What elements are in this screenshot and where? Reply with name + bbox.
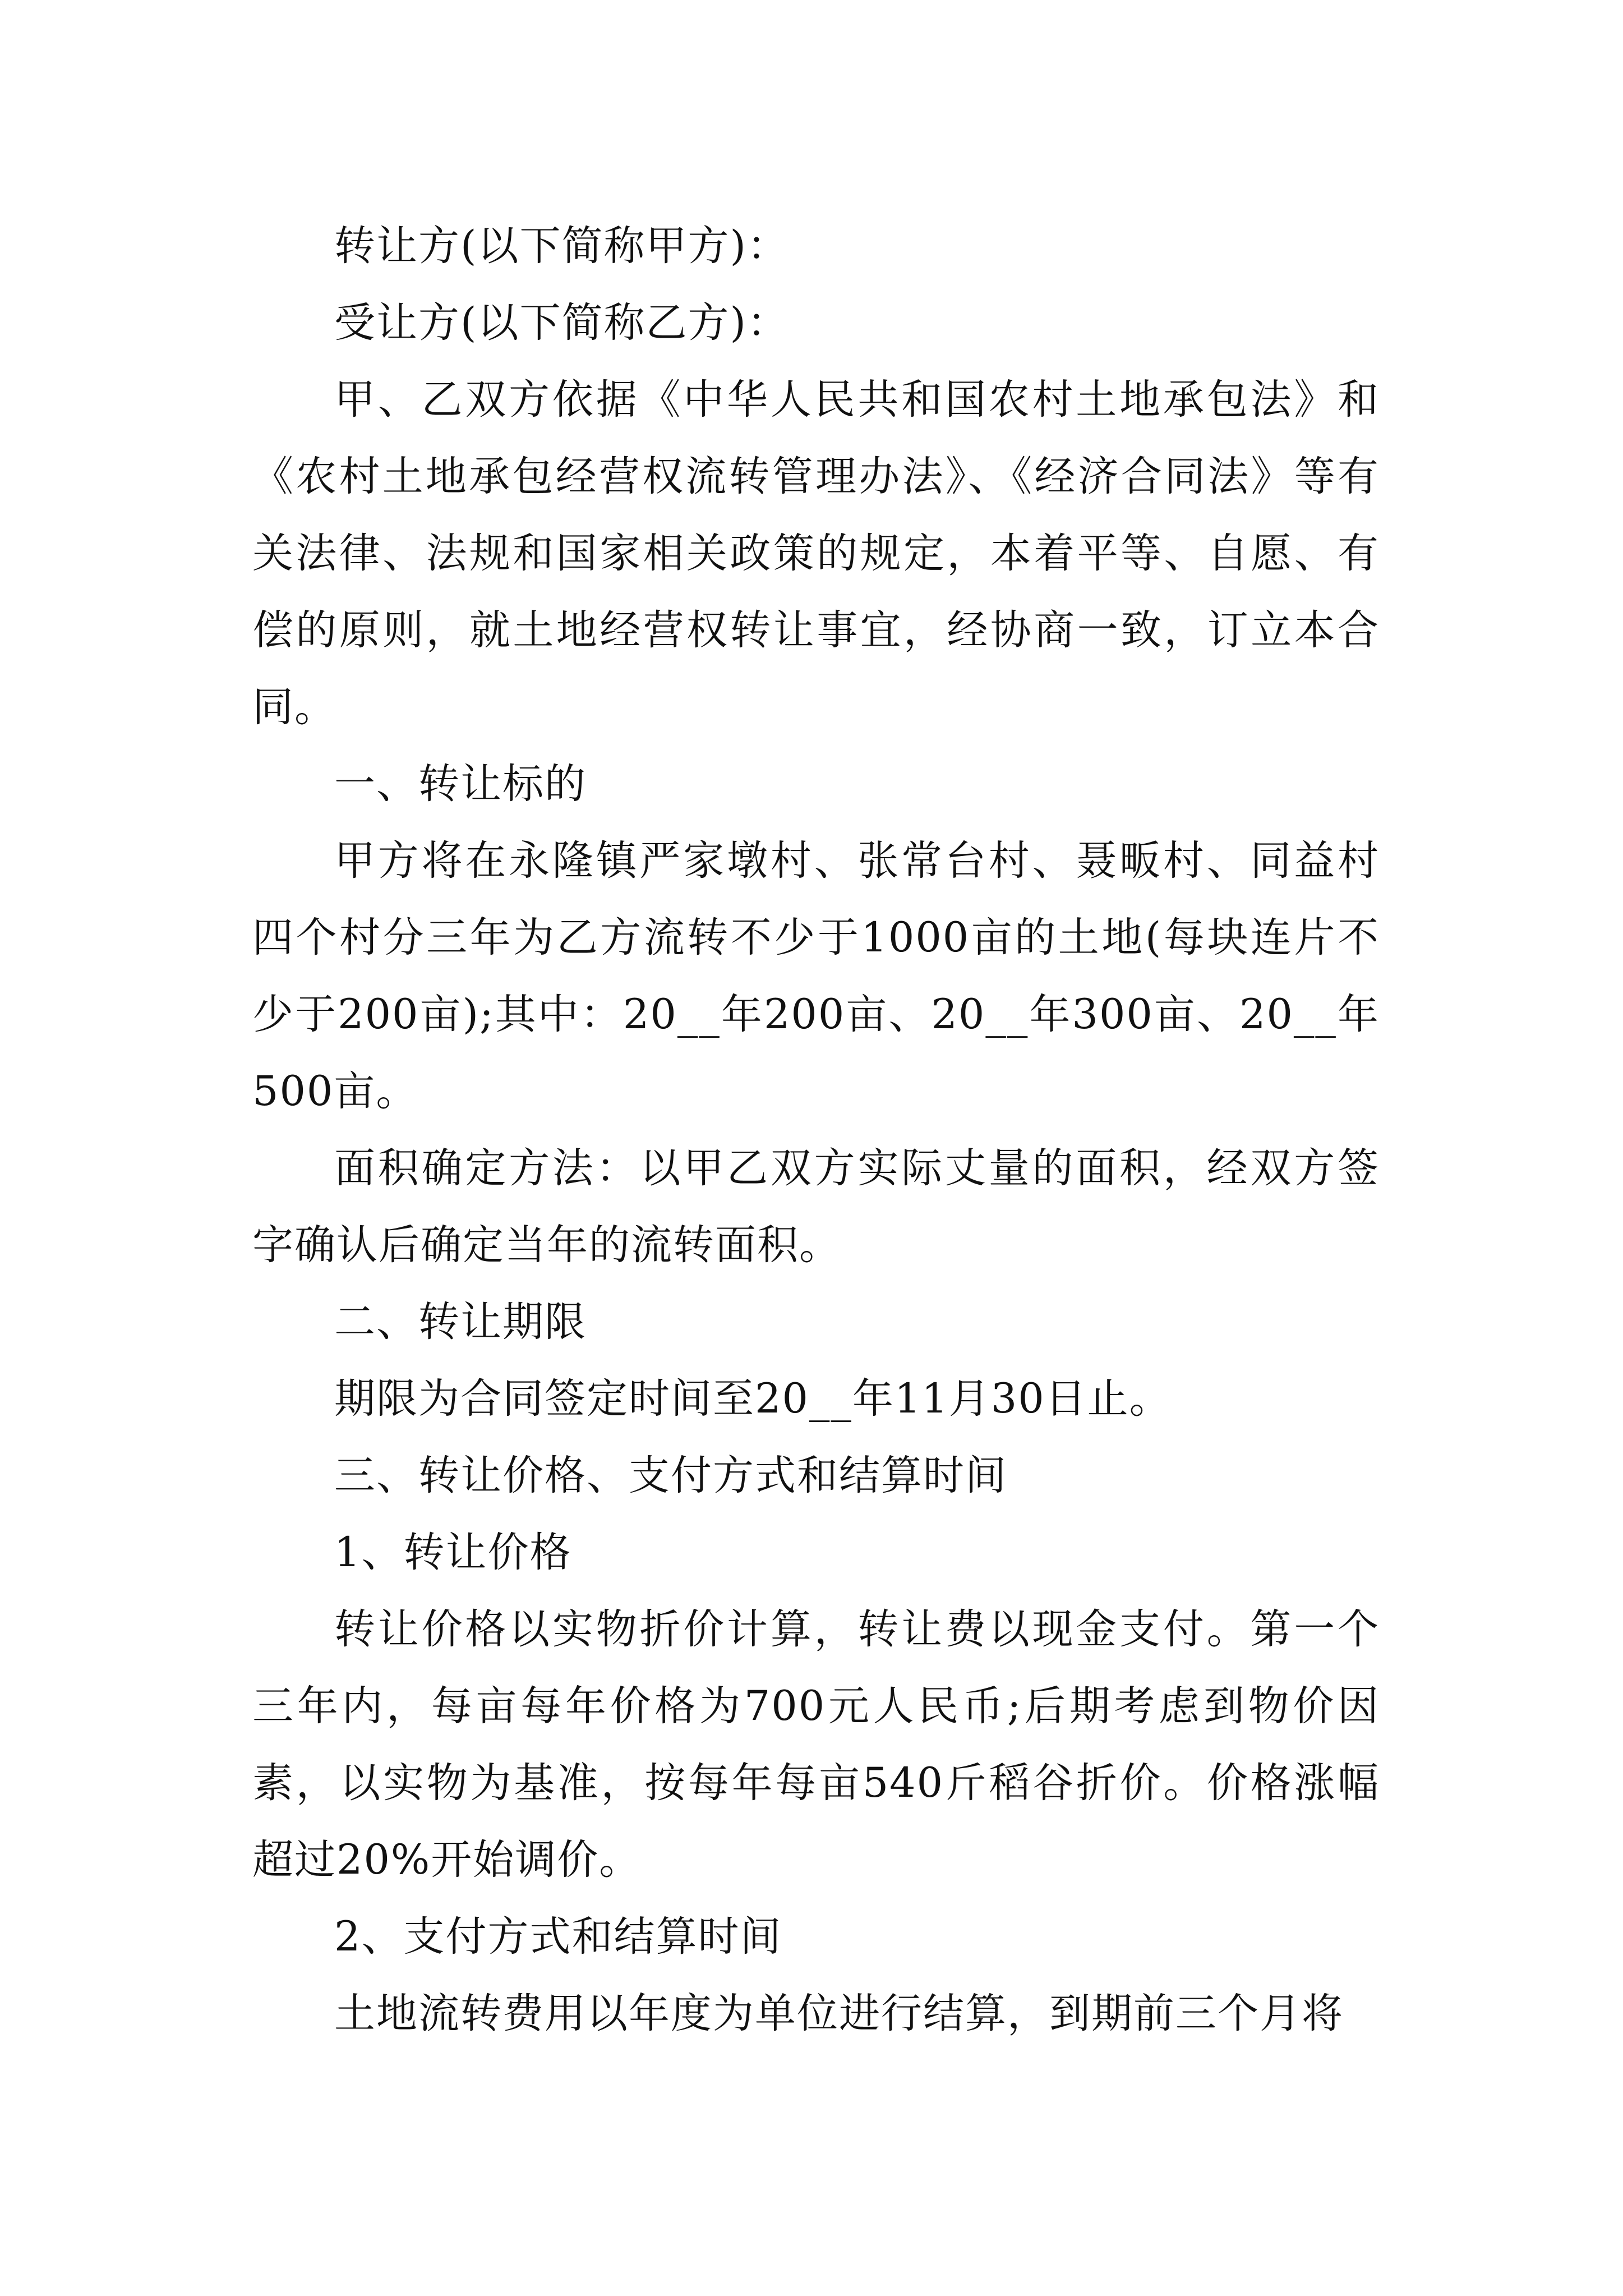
preamble-paragraph: 甲、乙双方依据《中华人民共和国农村土地承包法》和《农村土地承包经营权流转管理办法》、《经济合同法》等有关法律、法规和国家相关政策的规定，本着平等、自愿、有偿的原则，就土地经营权转让事宜，经协商一致，订立本合同。 [252, 376, 1380, 731]
document-body [252, 208, 1380, 2052]
section-heading-price: 三、转让价格、支付方式和结算时间 [334, 1452, 1007, 1499]
section-heading-term: 二、转让期限 [334, 1298, 587, 1346]
price-paragraph: 转让价格以实物折价计算，转让费以现金支付。第一个三年内，每亩每年价格为700元人民币;后期考虑到物价因素，以实物为基准，按每年每亩540斤稻谷折价。价格涨幅超过20%开始调价。 [252, 1605, 1380, 1884]
payment-paragraph: 土地流转费用以年度为单位进行结算，到期前三个月将 [334, 1990, 1344, 2037]
area-method-paragraph: 面积确定方法：以甲乙双方实际丈量的面积，经双方签字确认后确定当年的流转面积。 [252, 1144, 1380, 1269]
subheading-price: 1、转让价格 [334, 1529, 572, 1576]
subject-paragraph: 甲方将在永隆镇严家墩村、张常台村、聂畈村、同益村四个村分三年为乙方流转不少于1000亩的土地(每块连片不少于200亩);其中：20__年200亩、20__年300亩、20__年500亩。 [252, 837, 1380, 1115]
transferor-line: 转让方(以下简称甲方)： [334, 222, 789, 270]
transferee-line: 受让方(以下简称乙方)： [334, 299, 789, 347]
section-heading-subject: 一、转让标的 [334, 760, 587, 808]
subheading-payment: 2、支付方式和结算时间 [334, 1913, 782, 1961]
term-paragraph: 期限为合同签定时间至20__年11月30日止。 [334, 1375, 1172, 1423]
